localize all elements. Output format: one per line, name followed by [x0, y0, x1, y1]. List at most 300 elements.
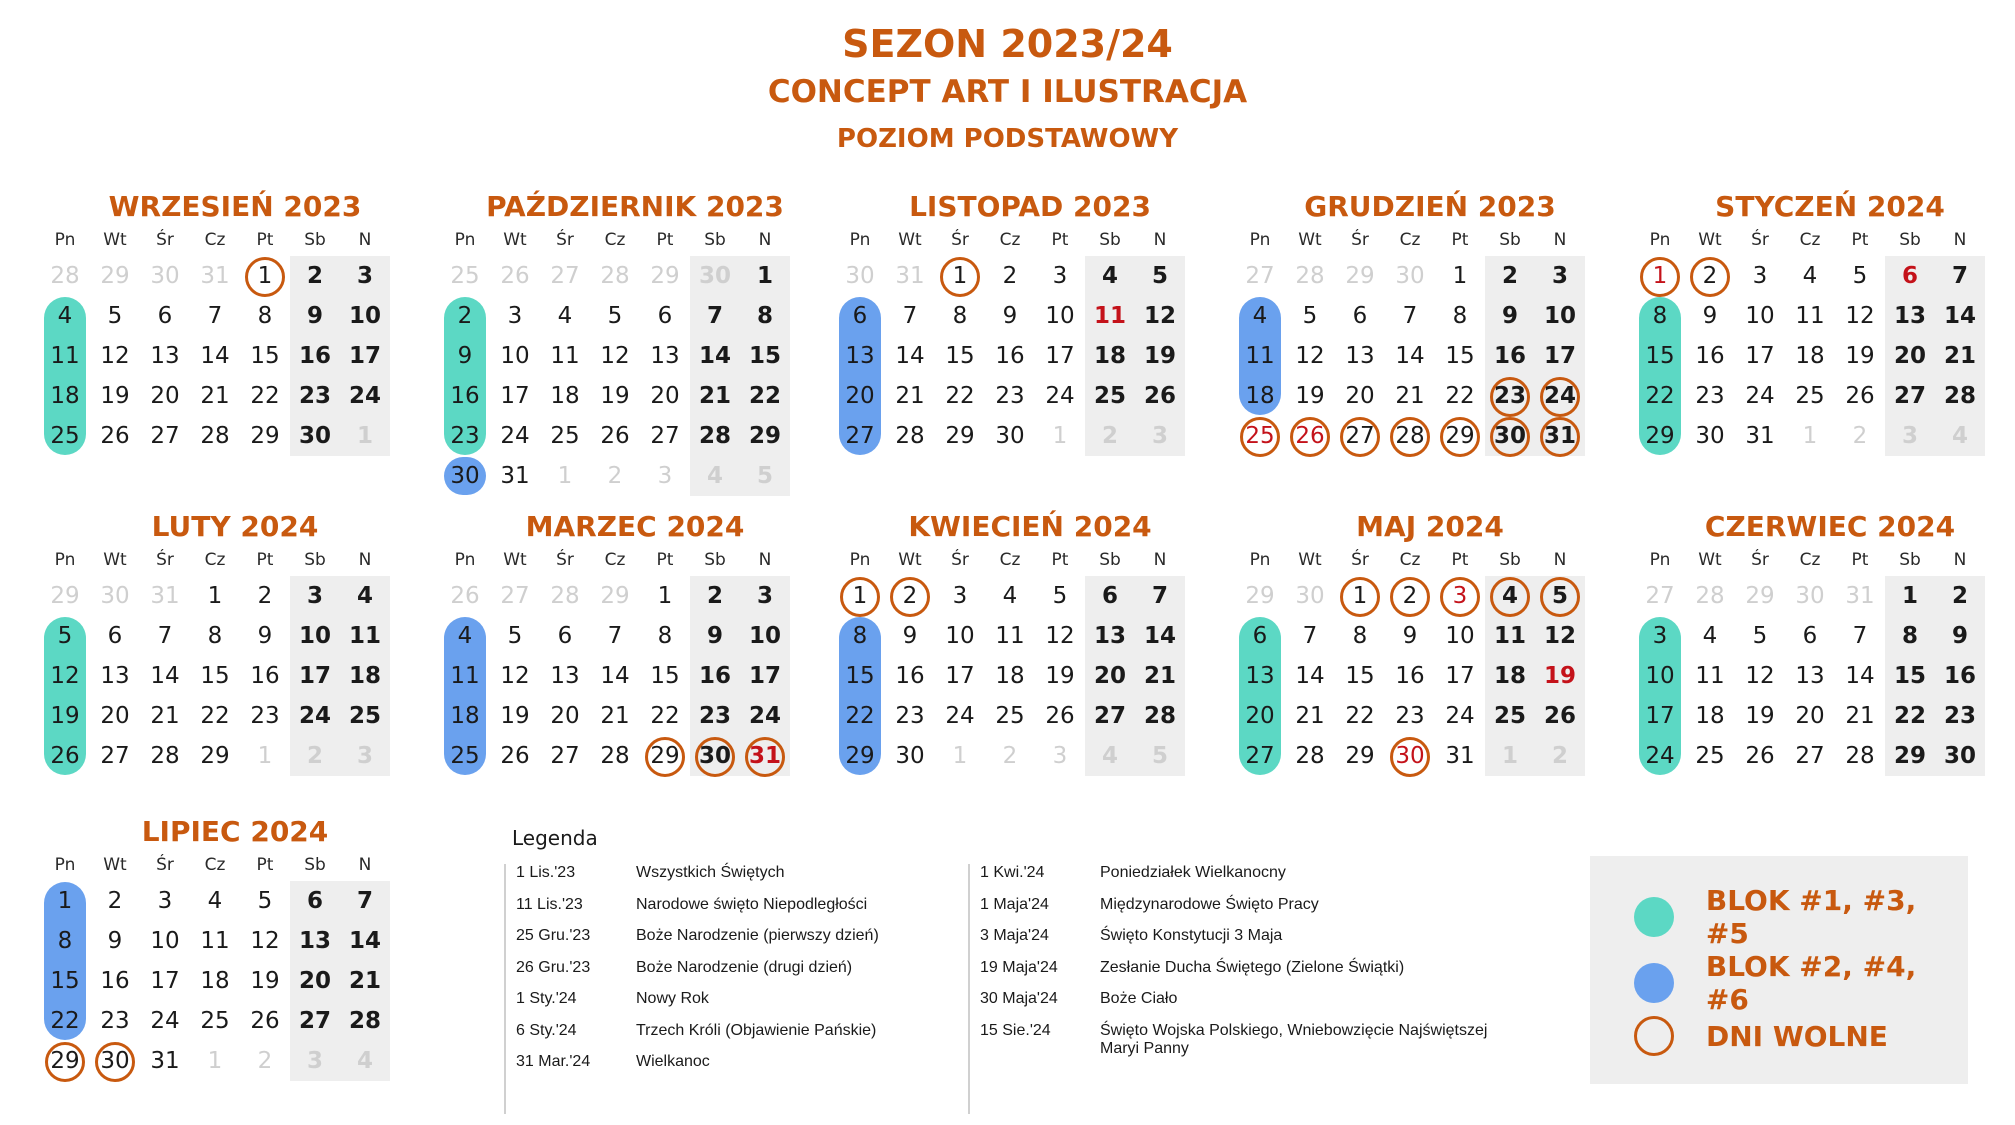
week-row	[40, 416, 410, 456]
day-cell: 5	[57, 623, 73, 649]
day-cell: 19	[1045, 663, 1075, 689]
day-cell: 11	[1093, 303, 1126, 329]
month-calendar	[440, 510, 810, 776]
month-name: CZERWIEC 2024	[1704, 510, 1956, 543]
day-cell: 4	[1252, 303, 1268, 329]
day-cell: 9	[706, 623, 723, 649]
week-row	[40, 921, 410, 961]
day-cell: 26	[1143, 383, 1176, 409]
day-cell: 4	[1002, 583, 1018, 609]
day-cell: 12	[50, 663, 80, 689]
day-cell: 18	[200, 968, 230, 994]
week-row	[835, 336, 1205, 376]
weekday-header: Śr	[156, 855, 174, 875]
day-cell: 11	[200, 928, 230, 954]
day-cell: 21	[1943, 343, 1976, 369]
weekday-header: Wt	[898, 550, 922, 570]
week-row	[1235, 256, 1605, 296]
day-cell: 27	[150, 423, 180, 449]
day-cell: 25	[1493, 703, 1526, 729]
legend-row	[970, 1021, 1530, 1057]
day-cell: 27	[550, 743, 580, 769]
day-cell: 11	[1493, 623, 1526, 649]
day-cell: 3	[756, 583, 773, 609]
month-grid	[1235, 224, 1605, 456]
day-cell: 28	[50, 263, 80, 289]
day-cell: 29	[1645, 423, 1675, 449]
day-cell: 31	[1845, 583, 1875, 609]
day-cell: 16	[450, 383, 480, 409]
day-cell: 8	[756, 303, 773, 329]
weekday-header: Wt	[103, 550, 127, 570]
day-cell: 28	[1295, 263, 1325, 289]
day-cell: 4	[1485, 576, 1535, 616]
day-cell: 29	[100, 263, 130, 289]
day-cell: 10	[748, 623, 781, 649]
day-cell: 2	[306, 743, 323, 769]
day-cell: 23	[450, 423, 480, 449]
week-row	[835, 736, 1205, 776]
month-grid	[1635, 224, 2005, 456]
weekday-header: Cz	[1399, 550, 1421, 570]
day-cell: 5	[756, 463, 773, 489]
weekday-header: Wt	[1698, 550, 1722, 570]
day-cell: 1	[240, 256, 290, 296]
day-cell: 12	[1045, 623, 1075, 649]
legend-date: 15 Sie.'24	[980, 1021, 1051, 1039]
day-cell: 3	[507, 303, 523, 329]
page-title: SEZON 2023/24	[842, 22, 1173, 66]
day-cell: 27	[100, 743, 130, 769]
day-cell: 13	[1245, 663, 1275, 689]
legend-date: 31 Mar.'24	[516, 1053, 591, 1070]
day-cell: 31	[1535, 416, 1585, 456]
day-cell: 30	[1795, 583, 1825, 609]
day-cell: 9	[457, 343, 473, 369]
day-cell: 17	[1745, 343, 1775, 369]
week-row	[1235, 616, 1605, 656]
day-cell: 14	[600, 663, 630, 689]
week-row	[40, 881, 410, 921]
day-cell: 12	[100, 343, 130, 369]
weekday-header: Pt	[1851, 550, 1869, 570]
week-row	[1635, 296, 2005, 336]
day-cell: 12	[1543, 623, 1576, 649]
day-cell: 10	[1445, 623, 1475, 649]
weekday-header: Śr	[1751, 550, 1769, 570]
day-cell: 18	[450, 703, 480, 729]
day-cell: 29	[1893, 743, 1926, 769]
day-cell: 20	[1795, 703, 1825, 729]
weekday-header: Pn	[1249, 550, 1271, 570]
day-cell: 20	[845, 383, 875, 409]
day-cell: 7	[1302, 623, 1318, 649]
weekday-header: Cz	[1799, 230, 1821, 250]
day-cell: 19	[1295, 383, 1325, 409]
legend-date: 3 Maja'24	[980, 927, 1049, 944]
month-calendar	[835, 510, 1205, 776]
day-cell: 18	[1093, 343, 1126, 369]
week-row	[440, 696, 810, 736]
week-row	[1235, 376, 1605, 416]
week-row	[1635, 256, 2005, 296]
day-cell: 2	[1385, 576, 1435, 616]
key-item	[1634, 950, 1968, 1016]
weekday-header: Sb	[304, 550, 326, 570]
day-cell: 8	[207, 623, 223, 649]
weekday-header: N	[1553, 230, 1567, 250]
day-cell: 21	[1395, 383, 1425, 409]
day-cell: 12	[1845, 303, 1875, 329]
day-cell: 26	[100, 423, 130, 449]
day-cell: 20	[298, 968, 331, 994]
dot-icon	[1634, 897, 1674, 937]
legend-holiday-name: Międzynarodowe Święto Pracy	[1100, 895, 1319, 913]
day-cell: 21	[1845, 703, 1875, 729]
day-cell: 9	[1002, 303, 1018, 329]
day-cell: 23	[1395, 703, 1425, 729]
day-cell: 22	[1445, 383, 1475, 409]
day-cell: 18	[1695, 703, 1725, 729]
day-cell: 5	[107, 303, 123, 329]
day-cell: 30	[150, 263, 180, 289]
weekday-header: N	[358, 855, 372, 875]
weekday-header: Pt	[1451, 550, 1469, 570]
day-cell: 22	[845, 703, 875, 729]
day-cell: 11	[550, 343, 580, 369]
day-cell: 11	[50, 343, 80, 369]
day-cell: 4	[207, 888, 223, 914]
day-cell: 27	[1245, 263, 1275, 289]
day-cell: 1	[756, 263, 773, 289]
day-cell: 27	[298, 1008, 331, 1034]
day-cell: 22	[1645, 383, 1675, 409]
day-cell: 8	[952, 303, 968, 329]
day-cell: 12	[600, 343, 630, 369]
day-cell: 11	[1795, 303, 1825, 329]
day-cell: 26	[1045, 703, 1075, 729]
day-cell: 6	[1101, 583, 1118, 609]
day-cell: 17	[1645, 703, 1675, 729]
day-cell: 3	[306, 1048, 323, 1074]
day-cell: 5	[1302, 303, 1318, 329]
day-cell: 16	[1695, 343, 1725, 369]
day-cell: 30	[100, 583, 130, 609]
legend-date: 19 Maja'24	[980, 958, 1058, 976]
day-cell: 30	[90, 1041, 140, 1081]
day-cell: 29	[650, 263, 680, 289]
week-row	[40, 296, 410, 336]
day-cell: 5	[1052, 583, 1068, 609]
weekday-header: Sb	[1099, 550, 1121, 570]
day-cell: 5	[1852, 263, 1868, 289]
day-cell: 25	[1795, 383, 1825, 409]
day-cell: 10	[298, 623, 331, 649]
day-cell: 28	[1943, 383, 1976, 409]
legend-date: 1 Lis.'23	[516, 864, 576, 881]
day-cell: 15	[200, 663, 230, 689]
week-row	[440, 296, 810, 336]
week-row	[1235, 296, 1605, 336]
day-cell: 13	[150, 343, 180, 369]
day-cell: 3	[356, 263, 373, 289]
day-cell: 9	[1702, 303, 1718, 329]
day-cell: 2	[1501, 263, 1518, 289]
weekday-header: Pt	[656, 550, 674, 570]
day-cell: 22	[945, 383, 975, 409]
month-name: WRZESIEŃ 2023	[108, 190, 362, 223]
day-cell: 30	[895, 743, 925, 769]
weekday-header: Pn	[54, 230, 76, 250]
day-cell: 18	[348, 663, 381, 689]
day-cell: 18	[1493, 663, 1526, 689]
month-name: GRUDZIEŃ 2023	[1304, 190, 1556, 223]
day-cell: 22	[650, 703, 680, 729]
day-cell: 13	[100, 663, 130, 689]
day-cell: 31	[150, 1048, 180, 1074]
legend-date: 6 Sty.'24	[516, 1021, 577, 1039]
week-row	[1635, 416, 2005, 456]
day-cell: 21	[895, 383, 925, 409]
day-cell: 1	[1635, 256, 1685, 296]
month-grid	[440, 544, 810, 776]
day-cell: 2	[1002, 743, 1018, 769]
day-cell: 28	[1845, 743, 1875, 769]
legend-title: Legenda	[512, 826, 598, 850]
day-cell: 20	[1345, 383, 1375, 409]
weekday-header: Pt	[256, 230, 274, 250]
day-cell: 29	[200, 743, 230, 769]
month-calendar	[1235, 510, 1605, 776]
day-cell: 14	[348, 928, 381, 954]
day-cell: 23	[250, 703, 280, 729]
day-cell: 27	[650, 423, 680, 449]
day-cell: 19	[600, 383, 630, 409]
day-cell: 20	[100, 703, 130, 729]
day-cell: 22	[1893, 703, 1926, 729]
week-row	[40, 256, 410, 296]
weekday-header: Pt	[656, 230, 674, 250]
day-cell: 16	[698, 663, 731, 689]
legend-row	[506, 927, 966, 959]
day-cell: 14	[1143, 623, 1176, 649]
day-cell: 14	[1295, 663, 1325, 689]
day-cell: 27	[1335, 416, 1385, 456]
day-cell: 12	[1143, 303, 1176, 329]
week-row	[40, 616, 410, 656]
week-row	[1235, 336, 1605, 376]
day-cell: 2	[1852, 423, 1868, 449]
day-cell: 29	[748, 423, 781, 449]
day-cell: 27	[1245, 743, 1275, 769]
legend-row	[506, 896, 966, 928]
month-name: LUTY 2024	[151, 510, 319, 543]
month-calendar	[40, 815, 410, 1081]
day-cell: 8	[657, 623, 673, 649]
day-cell: 3	[1435, 576, 1485, 616]
day-cell: 28	[150, 743, 180, 769]
day-cell: 30	[1485, 416, 1535, 456]
weekday-header: Pt	[256, 550, 274, 570]
day-cell: 31	[1445, 743, 1475, 769]
dot-icon	[1634, 963, 1674, 1003]
day-cell: 6	[1802, 623, 1818, 649]
day-cell: 6	[107, 623, 123, 649]
day-cell: 9	[1501, 303, 1518, 329]
day-cell: 28	[1295, 743, 1325, 769]
day-cell: 29	[845, 743, 875, 769]
day-cell: 7	[902, 303, 918, 329]
day-cell: 21	[698, 383, 731, 409]
day-cell: 1	[1501, 743, 1518, 769]
day-cell: 25	[550, 423, 580, 449]
weekday-header: N	[758, 550, 772, 570]
day-cell: 1	[207, 583, 223, 609]
day-cell: 8	[1652, 303, 1668, 329]
day-cell: 31	[740, 736, 790, 776]
day-cell: 18	[1245, 383, 1275, 409]
weekday-header: N	[1953, 550, 1967, 570]
day-cell: 7	[157, 623, 173, 649]
day-cell: 26	[50, 743, 80, 769]
day-cell: 30	[1395, 263, 1425, 289]
day-cell: 21	[348, 968, 381, 994]
day-cell: 22	[200, 703, 230, 729]
day-cell: 4	[1702, 623, 1718, 649]
day-cell: 4	[557, 303, 573, 329]
day-cell: 15	[1645, 343, 1675, 369]
day-cell: 17	[1045, 343, 1075, 369]
week-row	[1635, 696, 2005, 736]
week-row	[1635, 616, 2005, 656]
weekday-header: Wt	[898, 230, 922, 250]
weekday-header: Pt	[1051, 550, 1069, 570]
day-cell: 5	[1151, 743, 1168, 769]
day-cell: 5	[1151, 263, 1168, 289]
weekday-header: Pn	[1649, 230, 1671, 250]
day-cell: 1	[207, 1048, 223, 1074]
week-row	[835, 376, 1205, 416]
day-cell: 8	[1352, 623, 1368, 649]
legend-date: 1 Kwi.'24	[980, 864, 1045, 881]
legend-row	[970, 927, 1530, 959]
weekday-header: Pn	[1249, 230, 1271, 250]
weekday-header: Śr	[556, 230, 574, 250]
day-cell: 6	[657, 303, 673, 329]
day-cell: 14	[1845, 663, 1875, 689]
weekday-header: Cz	[604, 230, 626, 250]
day-cell: 19	[100, 383, 130, 409]
legend-holiday-name: Święto Konstytucji 3 Maja	[1100, 927, 1283, 944]
day-cell: 16	[1943, 663, 1976, 689]
legend-holiday-name: Boże Narodzenie (pierwszy dzień)	[636, 927, 879, 944]
day-cell: 13	[298, 928, 331, 954]
week-row	[835, 256, 1205, 296]
day-cell: 26	[250, 1008, 280, 1034]
weekday-header: Wt	[503, 550, 527, 570]
day-cell: 8	[1452, 303, 1468, 329]
day-cell: 29	[1345, 743, 1375, 769]
month-name: LISTOPAD 2023	[909, 190, 1151, 223]
day-cell: 25	[50, 423, 80, 449]
day-cell: 4	[1951, 423, 1968, 449]
key-item	[1634, 884, 1968, 950]
weekday-header: Pn	[849, 230, 871, 250]
day-cell: 4	[57, 303, 73, 329]
day-cell: 13	[1795, 663, 1825, 689]
day-cell: 19	[1745, 703, 1775, 729]
day-cell: 2	[257, 1048, 273, 1074]
day-cell: 6	[1901, 263, 1918, 289]
month-grid	[835, 544, 1205, 776]
day-cell: 16	[895, 663, 925, 689]
day-cell: 12	[1295, 343, 1325, 369]
weekday-header: Cz	[1399, 230, 1421, 250]
day-cell: 15	[748, 343, 781, 369]
day-cell: 8	[257, 303, 273, 329]
legend-holiday-name: Wszystkich Świętych	[636, 864, 785, 881]
day-cell: 14	[200, 343, 230, 369]
day-cell: 1	[356, 423, 373, 449]
week-row	[1235, 576, 1605, 616]
weekday-header: Cz	[604, 550, 626, 570]
weekday-header: Cz	[204, 230, 226, 250]
legend-holiday-name: Nowy Rok	[636, 990, 709, 1007]
week-row	[835, 296, 1205, 336]
week-row	[440, 656, 810, 696]
day-cell: 7	[706, 303, 723, 329]
page-level: POZIOM PODSTAWOWY	[836, 124, 1179, 154]
day-cell: 19	[250, 968, 280, 994]
day-cell: 23	[1485, 376, 1535, 416]
day-cell: 20	[1245, 703, 1275, 729]
day-cell: 29	[40, 1041, 90, 1081]
day-cell: 15	[250, 343, 280, 369]
legend-holiday-name: Boże Narodzenie (drugi dzień)	[636, 958, 853, 976]
day-cell: 4	[1802, 263, 1818, 289]
month-name: MAJ 2024	[1356, 510, 1504, 543]
day-cell: 31	[150, 583, 180, 609]
day-cell: 29	[945, 423, 975, 449]
weekday-header: Śr	[1351, 550, 1369, 570]
week-row	[1635, 336, 2005, 376]
day-cell: 29	[50, 583, 80, 609]
day-cell: 14	[895, 343, 925, 369]
day-cell: 24	[945, 703, 975, 729]
month-grid	[40, 544, 410, 776]
day-cell: 9	[1402, 623, 1418, 649]
day-cell: 23	[1695, 383, 1725, 409]
month-calendar	[1635, 510, 2005, 776]
day-cell: 21	[200, 383, 230, 409]
legend-row	[506, 959, 966, 991]
day-cell: 2	[607, 463, 623, 489]
day-cell: 3	[1551, 263, 1568, 289]
day-cell: 29	[1245, 583, 1275, 609]
month-calendar	[1235, 190, 1605, 456]
day-cell: 7	[1951, 263, 1968, 289]
weekday-header: Śr	[156, 550, 174, 570]
week-row	[40, 576, 410, 616]
day-cell: 13	[1893, 303, 1926, 329]
day-cell: 16	[995, 343, 1025, 369]
day-cell: 10	[1745, 303, 1775, 329]
day-cell: 9	[107, 928, 123, 954]
day-cell: 27	[1093, 703, 1126, 729]
day-cell: 6	[557, 623, 573, 649]
day-cell: 28	[1385, 416, 1435, 456]
legend-row	[506, 1053, 966, 1085]
